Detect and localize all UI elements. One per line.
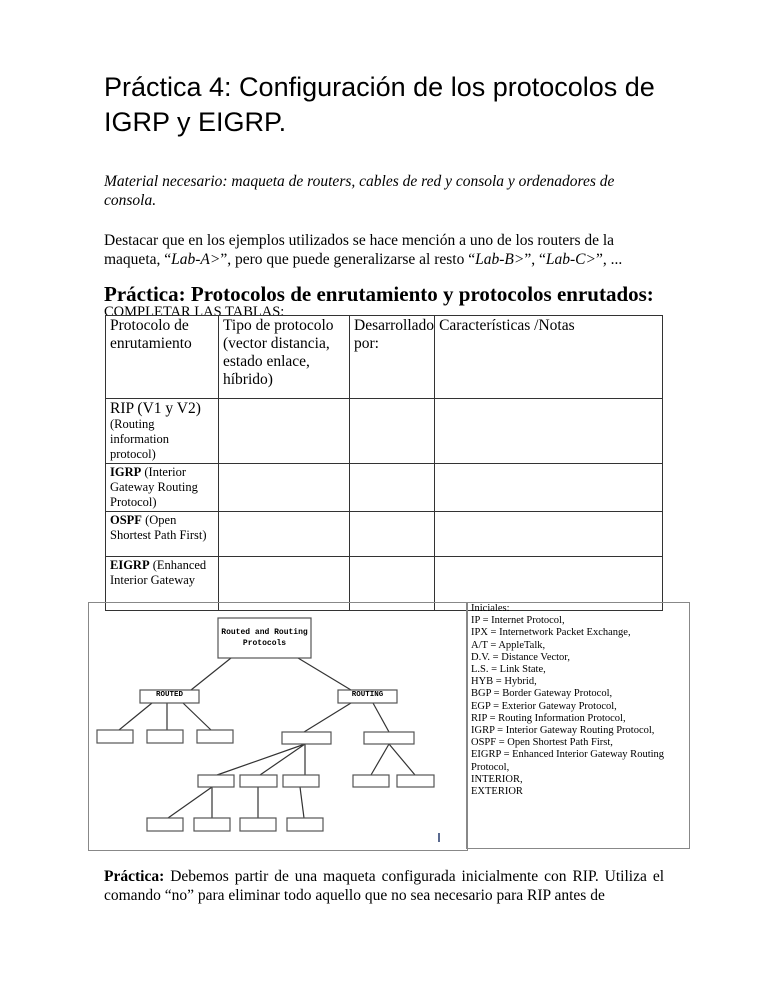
- notes-input[interactable]: [435, 512, 663, 557]
- table-row: [106, 512, 663, 557]
- page-title: Práctica 4: Configuración de los protocolos de IGRP y EIGRP.: [104, 72, 655, 137]
- protocol-name: EIGRP: [110, 558, 150, 572]
- type-input[interactable]: [219, 464, 350, 512]
- initial-item: D.V. = Distance Vector,: [471, 651, 571, 663]
- header-cell: Tipo de protocolo (vector distancia, estado enlace, híbrido): [219, 316, 350, 399]
- initial-item: HYB = Hybrid,: [471, 676, 537, 688]
- developer-input[interactable]: [350, 399, 435, 464]
- protocol-desc: (Interior Gateway Routing Protocol): [110, 465, 198, 509]
- lab-b: Lab-B>: [475, 251, 525, 268]
- protocol-desc: (Enhanced Interior Gateway: [110, 558, 207, 587]
- type-input[interactable]: [219, 512, 350, 557]
- header-cell: Características /Notas: [435, 316, 663, 399]
- root-label: Routed and Routing Protocols: [221, 628, 308, 648]
- initial-item: EGP = Exterior Gateway Protocol,: [471, 700, 617, 712]
- protocol-tree-diagram: [88, 602, 468, 851]
- table-header-row: [106, 316, 663, 399]
- routing-label: ROUTING: [351, 691, 384, 699]
- routed-label: ROUTED: [155, 691, 183, 699]
- protocol-cell: [106, 399, 219, 464]
- initials-legend: [466, 602, 690, 849]
- initial-item: IPX = Internetwork Packet Exchange,: [471, 627, 631, 639]
- notes-input[interactable]: [435, 464, 663, 512]
- initial-item: RIP = Routing Information Protocol,: [471, 712, 626, 724]
- empty-boxes: [97, 618, 434, 831]
- practice-label: Práctica:: [104, 868, 165, 885]
- lab-a: Lab-A>: [171, 251, 221, 268]
- notes-input[interactable]: [435, 399, 663, 464]
- initial-item: OSPF = Open Shortest Path First,: [471, 737, 613, 749]
- initials-list: [471, 603, 685, 798]
- intro-text: ”, pero que puede generalizarse al resto “: [220, 251, 476, 268]
- protocol-name: OSPF: [110, 513, 142, 527]
- protocol-desc: (Routing information protocol): [110, 417, 170, 461]
- initial-item: INTERIOR,: [471, 773, 523, 785]
- developer-input[interactable]: [350, 512, 435, 557]
- lab-c: Lab-C>: [545, 251, 596, 268]
- initial-item: Iniciales:: [471, 603, 510, 614]
- protocol-table: [105, 315, 663, 611]
- initial-item: IP = Internet Protocol,: [471, 615, 565, 627]
- initial-item: L.S. = Link State,: [471, 664, 546, 676]
- table-row: [106, 399, 663, 464]
- developer-input[interactable]: [350, 464, 435, 512]
- text-cursor-icon: [438, 833, 440, 842]
- practice-text: Debemos partir de una maqueta configurada inicialmente con RIP. Utiliza el comando “no” para eliminar todo aquello que no sea necesario para RIP antes de: [104, 868, 664, 904]
- intro-text: Destacar que en los ejemplos utilizados se hace mención a uno de los routers de la maqueta, “: [104, 232, 615, 268]
- initial-item: BGP = Border Gateway Protocol,: [471, 688, 613, 700]
- type-input[interactable]: [219, 399, 350, 464]
- initial-item: IGRP = Interior Gateway Routing Protocol,: [471, 725, 655, 737]
- section-heading: Práctica: Protocolos de enrutamiento y protocolos enrutados:: [104, 282, 654, 306]
- header-cell: Protocolo de enrutamiento: [106, 316, 219, 399]
- intro-text: ”, “: [524, 251, 546, 268]
- intro-paragraph: [104, 231, 674, 269]
- intro-text: ”, ...: [595, 251, 623, 268]
- protocol-desc: (Open Shortest Path First): [110, 513, 207, 542]
- protocol-cell: [106, 464, 219, 512]
- practice-paragraph: [104, 867, 664, 905]
- subheading: COMPLETAR LAS TABLAS:: [104, 304, 285, 320]
- initial-item: A/T = AppleTalk,: [471, 639, 546, 651]
- protocol-name: RIP (V1 y V2): [110, 400, 201, 417]
- initial-item: EIGRP = Enhanced Interior Gateway Routing Protocol,: [471, 749, 665, 773]
- header-cell: Desarrollado por:: [350, 316, 435, 399]
- protocol-name: IGRP: [110, 465, 142, 479]
- material-note: Material necesario: maqueta de routers, cables de red y consola y ordenadores de consola.: [104, 173, 615, 209]
- table-row: [106, 464, 663, 512]
- initial-item: EXTERIOR: [471, 786, 523, 798]
- protocol-cell: [106, 512, 219, 557]
